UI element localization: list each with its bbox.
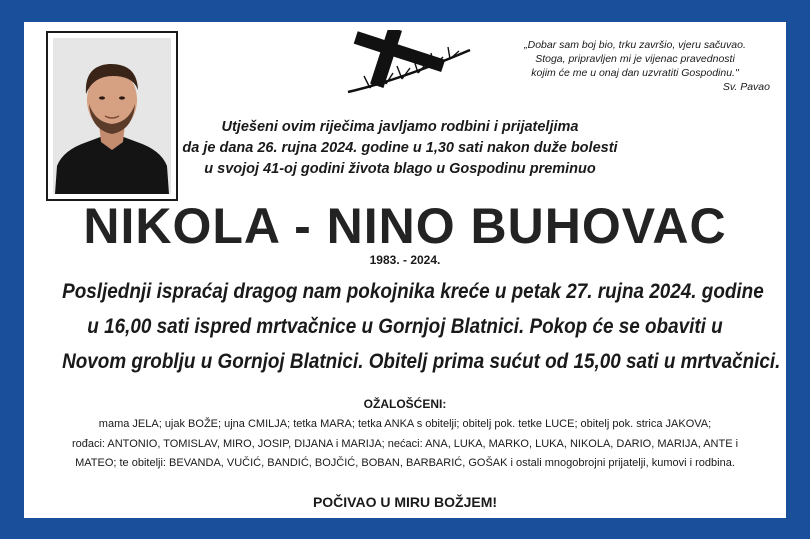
quote-line: Stoga, pripravljen mi je vijenac pravednosti xyxy=(535,53,735,65)
intro-line: Utješeni ovim riječima javljamo rodbini i prijateljima xyxy=(221,119,579,135)
quote-line: kojim će me u onaj dan uzvratiti Gospodinu." xyxy=(531,67,739,79)
announcement-line: Novom groblju u Gornjoj Blatnici. Obitelj prima sućut od 15,00 sati u mrtvačnici. xyxy=(62,350,781,373)
announcement-line: Posljednji ispraćaj dragog nam pokojnika kreće u petak 27. rujna 2024. godine xyxy=(62,280,764,303)
deceased-name: NIKOLA - NINO BUHOVAC xyxy=(83,198,727,254)
obituary-card xyxy=(24,22,786,518)
intro-line: da je dana 26. rujna 2024. godine u 1,30 sati nakon duže bolesti xyxy=(182,140,618,156)
bible-quote xyxy=(494,38,776,94)
mourners-line: mama JELA; ujak BOŽE; ujna CMILJA; tetka MARA; tetka ANKA s obitelji; obitelj pok. tetke LUCE; obitelj pok. strica JAKOVA; xyxy=(98,418,712,430)
portrait-photo xyxy=(53,38,171,194)
closing-blessing: POČIVAO U MIRU BOŽJEM! xyxy=(312,494,498,510)
death-notice-intro xyxy=(174,117,626,180)
mourners-line: rođaci: ANTONIO, TOMISLAV, MIRO, JOSIP, DIJANA i MARIJA; nećaci: ANA, LUKA, MARKO, LUKA, NIKOLA, DARIO, MARIJA, ANTE i xyxy=(71,437,739,450)
mourners-line: MATEO; te obitelji: BEVANDA, VUČIĆ, BANDIĆ, BOJČIĆ, BOBAN, BARBARIĆ, GOŠAK i ostali mnogobrojni prijatelji, kumovi i rodbina. xyxy=(75,457,735,469)
cross-with-palm-icon xyxy=(340,30,486,100)
announcement-line: u 16,00 sati ispred mrtvačnice u Gornjoj Blatnici. Pokop će se obaviti u xyxy=(87,315,723,338)
life-years: 1983. - 2024. xyxy=(369,253,441,267)
quote-line: „Dobar sam boj bio, trku završio, vjeru sačuvao. xyxy=(524,39,746,51)
portrait-illustration xyxy=(53,38,171,194)
mourners-list xyxy=(24,415,786,474)
mourners-heading: OŽALOŠĆENI: xyxy=(363,397,447,411)
portrait-frame xyxy=(46,31,178,201)
funeral-announcement xyxy=(24,274,786,379)
quote-author: Sv. Pavao xyxy=(722,81,770,93)
intro-line: u svojoj 41-oj godini života blago u Gospodinu preminuo xyxy=(204,161,596,177)
